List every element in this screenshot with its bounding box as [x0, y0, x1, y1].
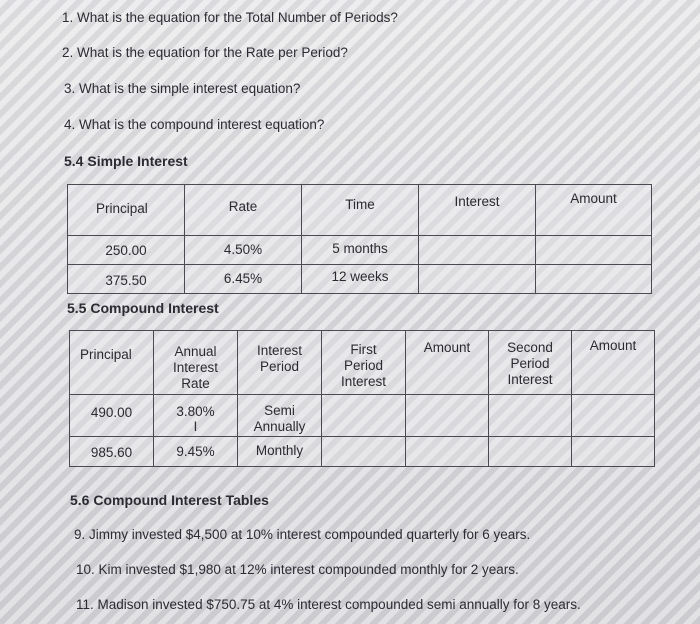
header-amount-2: Amount — [572, 331, 655, 395]
simple-interest-heading: 5.4 Simple Interest — [64, 153, 188, 169]
cell-interest-period: Semi Annually — [238, 395, 322, 437]
compound-interest-tables-heading: 5.6 Compound Interest Tables — [70, 492, 269, 508]
header-annual-interest-rate: Annual Interest Rate — [154, 331, 238, 395]
cell-annual-rate-value: 3.80% — [176, 404, 215, 419]
cell-annual-rate — [154, 395, 238, 437]
cell-amount-2 — [572, 395, 655, 437]
cell-principal: 250.00 — [68, 236, 185, 265]
header-first-period-interest: First Period Interest — [322, 331, 406, 395]
header-interest-period: Interest Period — [238, 331, 322, 395]
cell-interest-period: Monthly — [238, 437, 322, 467]
cell-second-period-interest — [489, 395, 572, 437]
table-row — [70, 437, 655, 467]
cell-principal: 985.60 — [70, 437, 154, 467]
cell-interest — [419, 265, 536, 294]
cell-rate: 6.45% — [185, 265, 302, 294]
cell-amount — [536, 236, 652, 265]
cell-time: 12 weeks — [302, 265, 419, 294]
header-interest: Interest — [419, 185, 536, 236]
table-header-row — [68, 185, 652, 236]
header-second-period-interest: Second Period Interest — [489, 331, 572, 395]
cell-second-period-interest — [489, 437, 572, 467]
question-4: 4. What is the compound interest equation? — [64, 117, 325, 132]
question-2: 2. What is the equation for the Rate per Period? — [62, 45, 348, 60]
cell-amount — [536, 265, 652, 294]
table-row — [68, 236, 652, 265]
cell-amount — [406, 395, 489, 437]
header-amount: Amount — [536, 185, 652, 236]
question-1: 1. What is the equation for the Total Number of Periods? — [62, 10, 398, 25]
cell-time: 5 months — [302, 236, 419, 265]
cell-first-period-interest — [322, 395, 406, 437]
header-amount: Amount — [406, 331, 489, 395]
cell-principal: 490.00 — [70, 395, 154, 437]
cell-amount-2 — [572, 437, 655, 467]
cell-interest — [419, 236, 536, 265]
header-rate: Rate — [185, 185, 302, 236]
header-time: Time — [302, 185, 419, 236]
compound-interest-table — [69, 330, 655, 467]
exercise-10: 10. Kim invested $1,980 at 12% interest compounded monthly for 2 years. — [76, 562, 519, 577]
table-row — [68, 265, 652, 294]
header-principal: Principal — [68, 185, 185, 236]
cell-rate: 4.50% — [185, 236, 302, 265]
table-header-row — [70, 331, 655, 395]
question-3: 3. What is the simple interest equation? — [64, 81, 301, 96]
cell-amount — [406, 437, 489, 467]
text-cursor-icon: I — [193, 418, 198, 434]
exercise-11: 11. Madison invested $750.75 at 4% interest compounded semi annually for 8 years. — [76, 597, 581, 612]
header-principal: Principal — [70, 331, 154, 395]
cell-annual-rate: 9.45% — [154, 437, 238, 467]
exercise-9: 9. Jimmy invested $4,500 at 10% interest compounded quarterly for 6 years. — [74, 527, 531, 542]
simple-interest-table — [67, 184, 652, 294]
cell-principal: 375.50 — [68, 265, 185, 294]
table-row — [70, 395, 655, 437]
compound-interest-heading: 5.5 Compound Interest — [67, 300, 219, 316]
cell-first-period-interest — [322, 437, 406, 467]
